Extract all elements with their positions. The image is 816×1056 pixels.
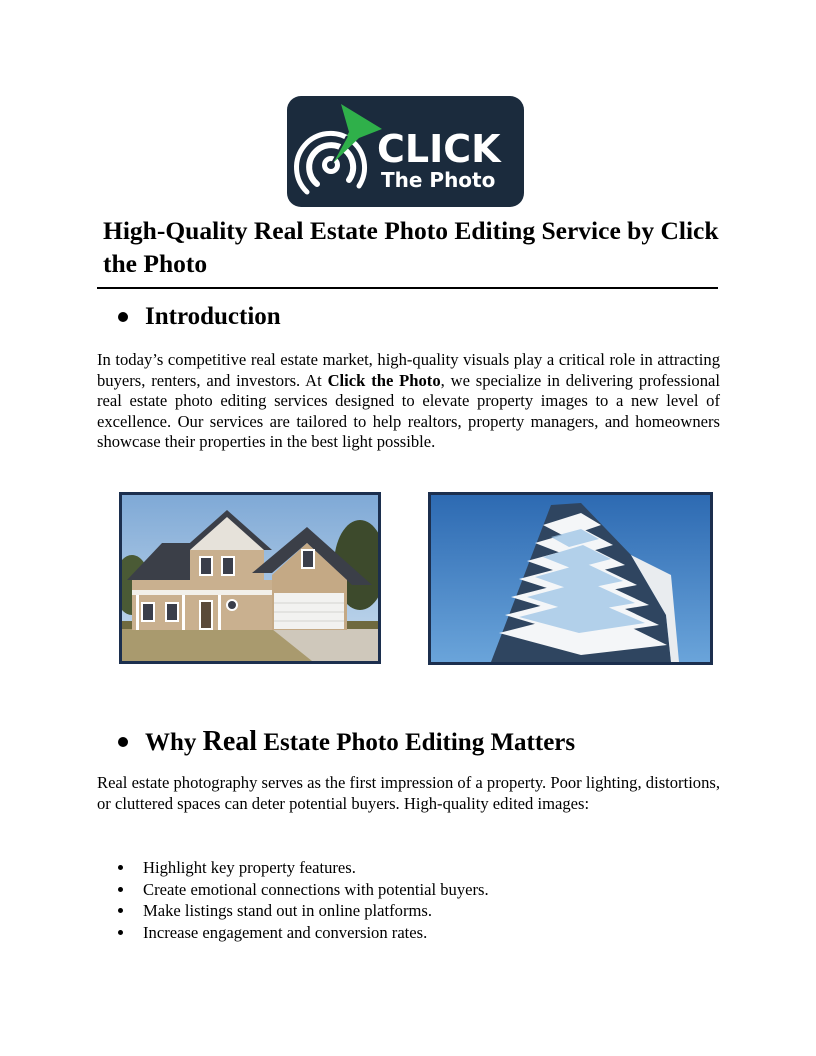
logo-word-click: CLICK	[377, 127, 501, 171]
bullet-icon	[118, 887, 123, 892]
section-heading-text: Why Real Estate Photo Editing Matters	[145, 726, 576, 757]
page-title: High-Quality Real Estate Photo Editing Service by Click the Photo	[103, 216, 719, 278]
bullet-icon	[118, 930, 123, 935]
list-item: Highlight key property features.	[118, 857, 489, 879]
section-heading-text: Introduction	[145, 303, 281, 330]
brand-name: Click the Photo	[327, 370, 441, 390]
bullet-icon	[118, 865, 123, 870]
bullet-icon	[118, 908, 123, 913]
logo-word-the-photo: The Photo	[381, 168, 496, 192]
company-logo	[287, 96, 524, 207]
building-photo	[428, 492, 713, 665]
list-item: Make listings stand out in online platforms.	[118, 900, 489, 922]
benefits-list	[118, 857, 489, 943]
bullet-icon	[118, 737, 128, 747]
heading-emphasis: Real	[202, 726, 258, 757]
intro-text-start: In today’s competitive real estate market, high-quality visuals play a critical role in attracting buyers, renters, and investors. At	[97, 350, 720, 390]
title-divider	[97, 287, 718, 289]
house-photo	[119, 492, 381, 664]
list-item: Increase engagement and conversion rates.	[118, 922, 489, 944]
section-heading-introduction	[118, 303, 281, 331]
list-item: Create emotional connections with potential buyers.	[118, 879, 489, 901]
section-heading-why	[118, 726, 575, 758]
intro-paragraph	[97, 350, 720, 453]
bullet-icon	[118, 312, 128, 322]
intro-text-end: , we specialize in delivering professional real estate photo editing services designed to elevate property images to a new level of excellence. Our services are tailored to help realtors, property managers, and homeowners showcase their properties in the best light possible.	[97, 370, 721, 451]
why-paragraph: Real estate photography serves as the first impression of a property. Poor lighting, distortions, or cluttered spaces can deter potential buyers. High-quality edited images:	[97, 773, 720, 813]
